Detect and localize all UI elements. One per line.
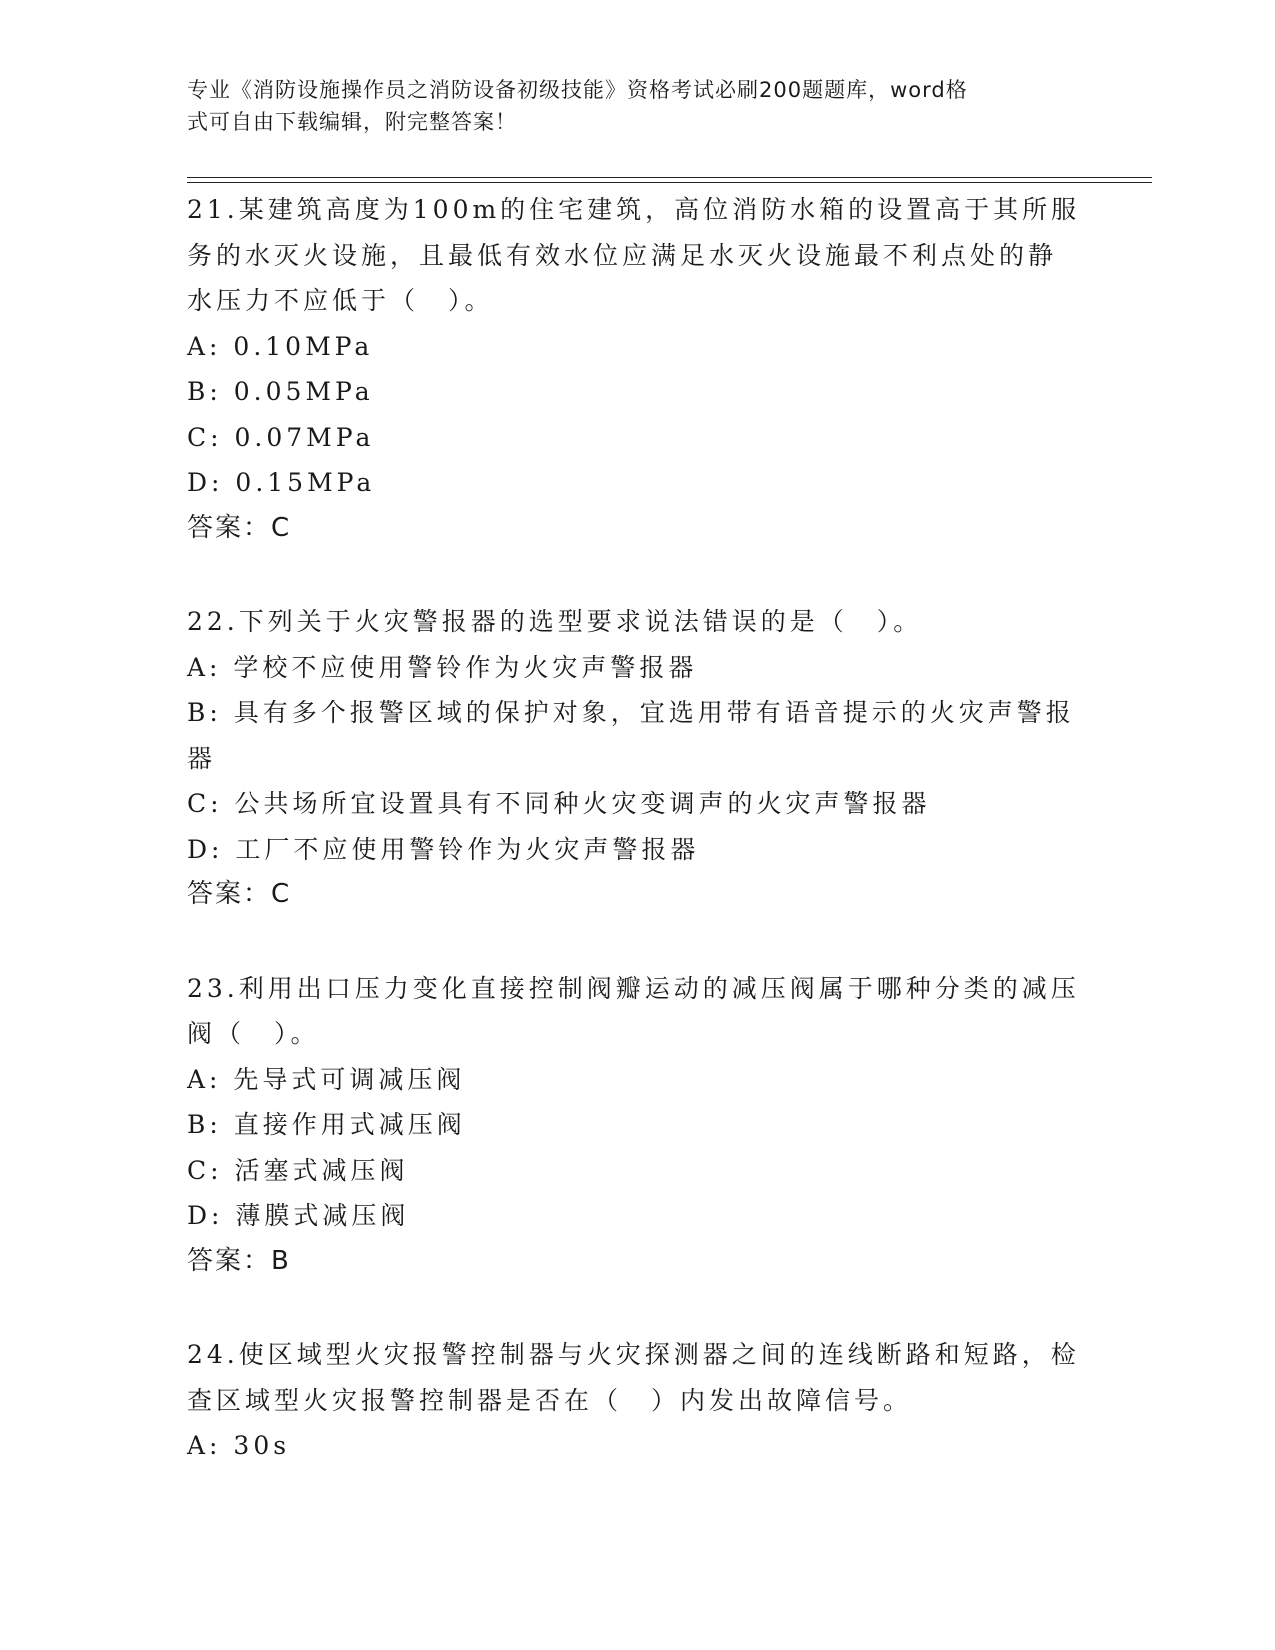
option-a: A: 0.10MPa [187,331,374,361]
question-stem-line: 24.使区域型火灾报警控制器与火灾探测器之间的连线断路和短路，检 [187,1340,1080,1369]
option-d: D: 工厂不应使用警铃作为火灾声警报器 [187,834,700,864]
option-b: B: 具有多个报警区域的保护对象，宜选用带有语音提示的火灾声警报 [187,698,1075,727]
question-list [187,187,1087,1517]
question-stem-line: 水压力不应低于（ ）。 [187,286,494,315]
option-a: A: 学校不应使用警铃作为火灾声警报器 [187,652,698,682]
answer-line: 答案：B [187,1245,291,1276]
question-stem-line: 23.利用出口压力变化直接控制阀瓣运动的减压阀属于哪种分类的减压 [187,973,1080,1003]
question-stem-line: 21.某建筑高度为100m的住宅建筑，高位消防水箱的设置高于其所服 [187,195,1081,224]
question-23 [187,966,1087,1285]
option-c: C: 活塞式减压阀 [187,1155,409,1185]
question-22 [187,599,1087,918]
option-d: D: 薄膜式减压阀 [187,1201,410,1230]
option-d: D: 0.15MPa [187,468,376,497]
question-stem-line: 阀（ ）。 [187,1019,320,1048]
question-stem-line: 查区域型火灾报警控制器是否在（ ）内发出故障信号。 [187,1385,913,1415]
option-b-continued: 器 [187,743,217,773]
header-divider-top [187,177,1152,178]
answer-line: 答案：C [187,512,292,543]
header-line-1: 专业《消防设施操作员之消防设备初级技能》资格考试必刷200题题库，word格 [187,78,968,102]
answer-line: 答案：C [187,879,292,909]
question-21 [187,187,1087,551]
question-stem-line: 22.下列关于火灾警报器的选型要求说法错误的是（ ）。 [187,607,923,636]
header-line-2: 式可自由下载编辑，附完整答案！ [187,110,517,134]
option-a: A: 先导式可调减压阀 [187,1064,466,1094]
option-b: B: 直接作用式减压阀 [187,1110,466,1139]
header-divider-bottom [187,182,1152,183]
option-c: C: 公共场所宜设置具有不同种火灾变调声的火灾声警报器 [187,789,931,818]
option-b: B: 0.05MPa [187,377,374,406]
question-stem-line: 务的水灭火设施，且最低有效水位应满足水灭火设施最不利点处的静 [187,240,1058,270]
option-c: C: 0.07MPa [187,422,375,452]
question-24 [187,1332,1087,1469]
document-header [187,74,1067,138]
option-a: A: 30s [187,1431,291,1460]
